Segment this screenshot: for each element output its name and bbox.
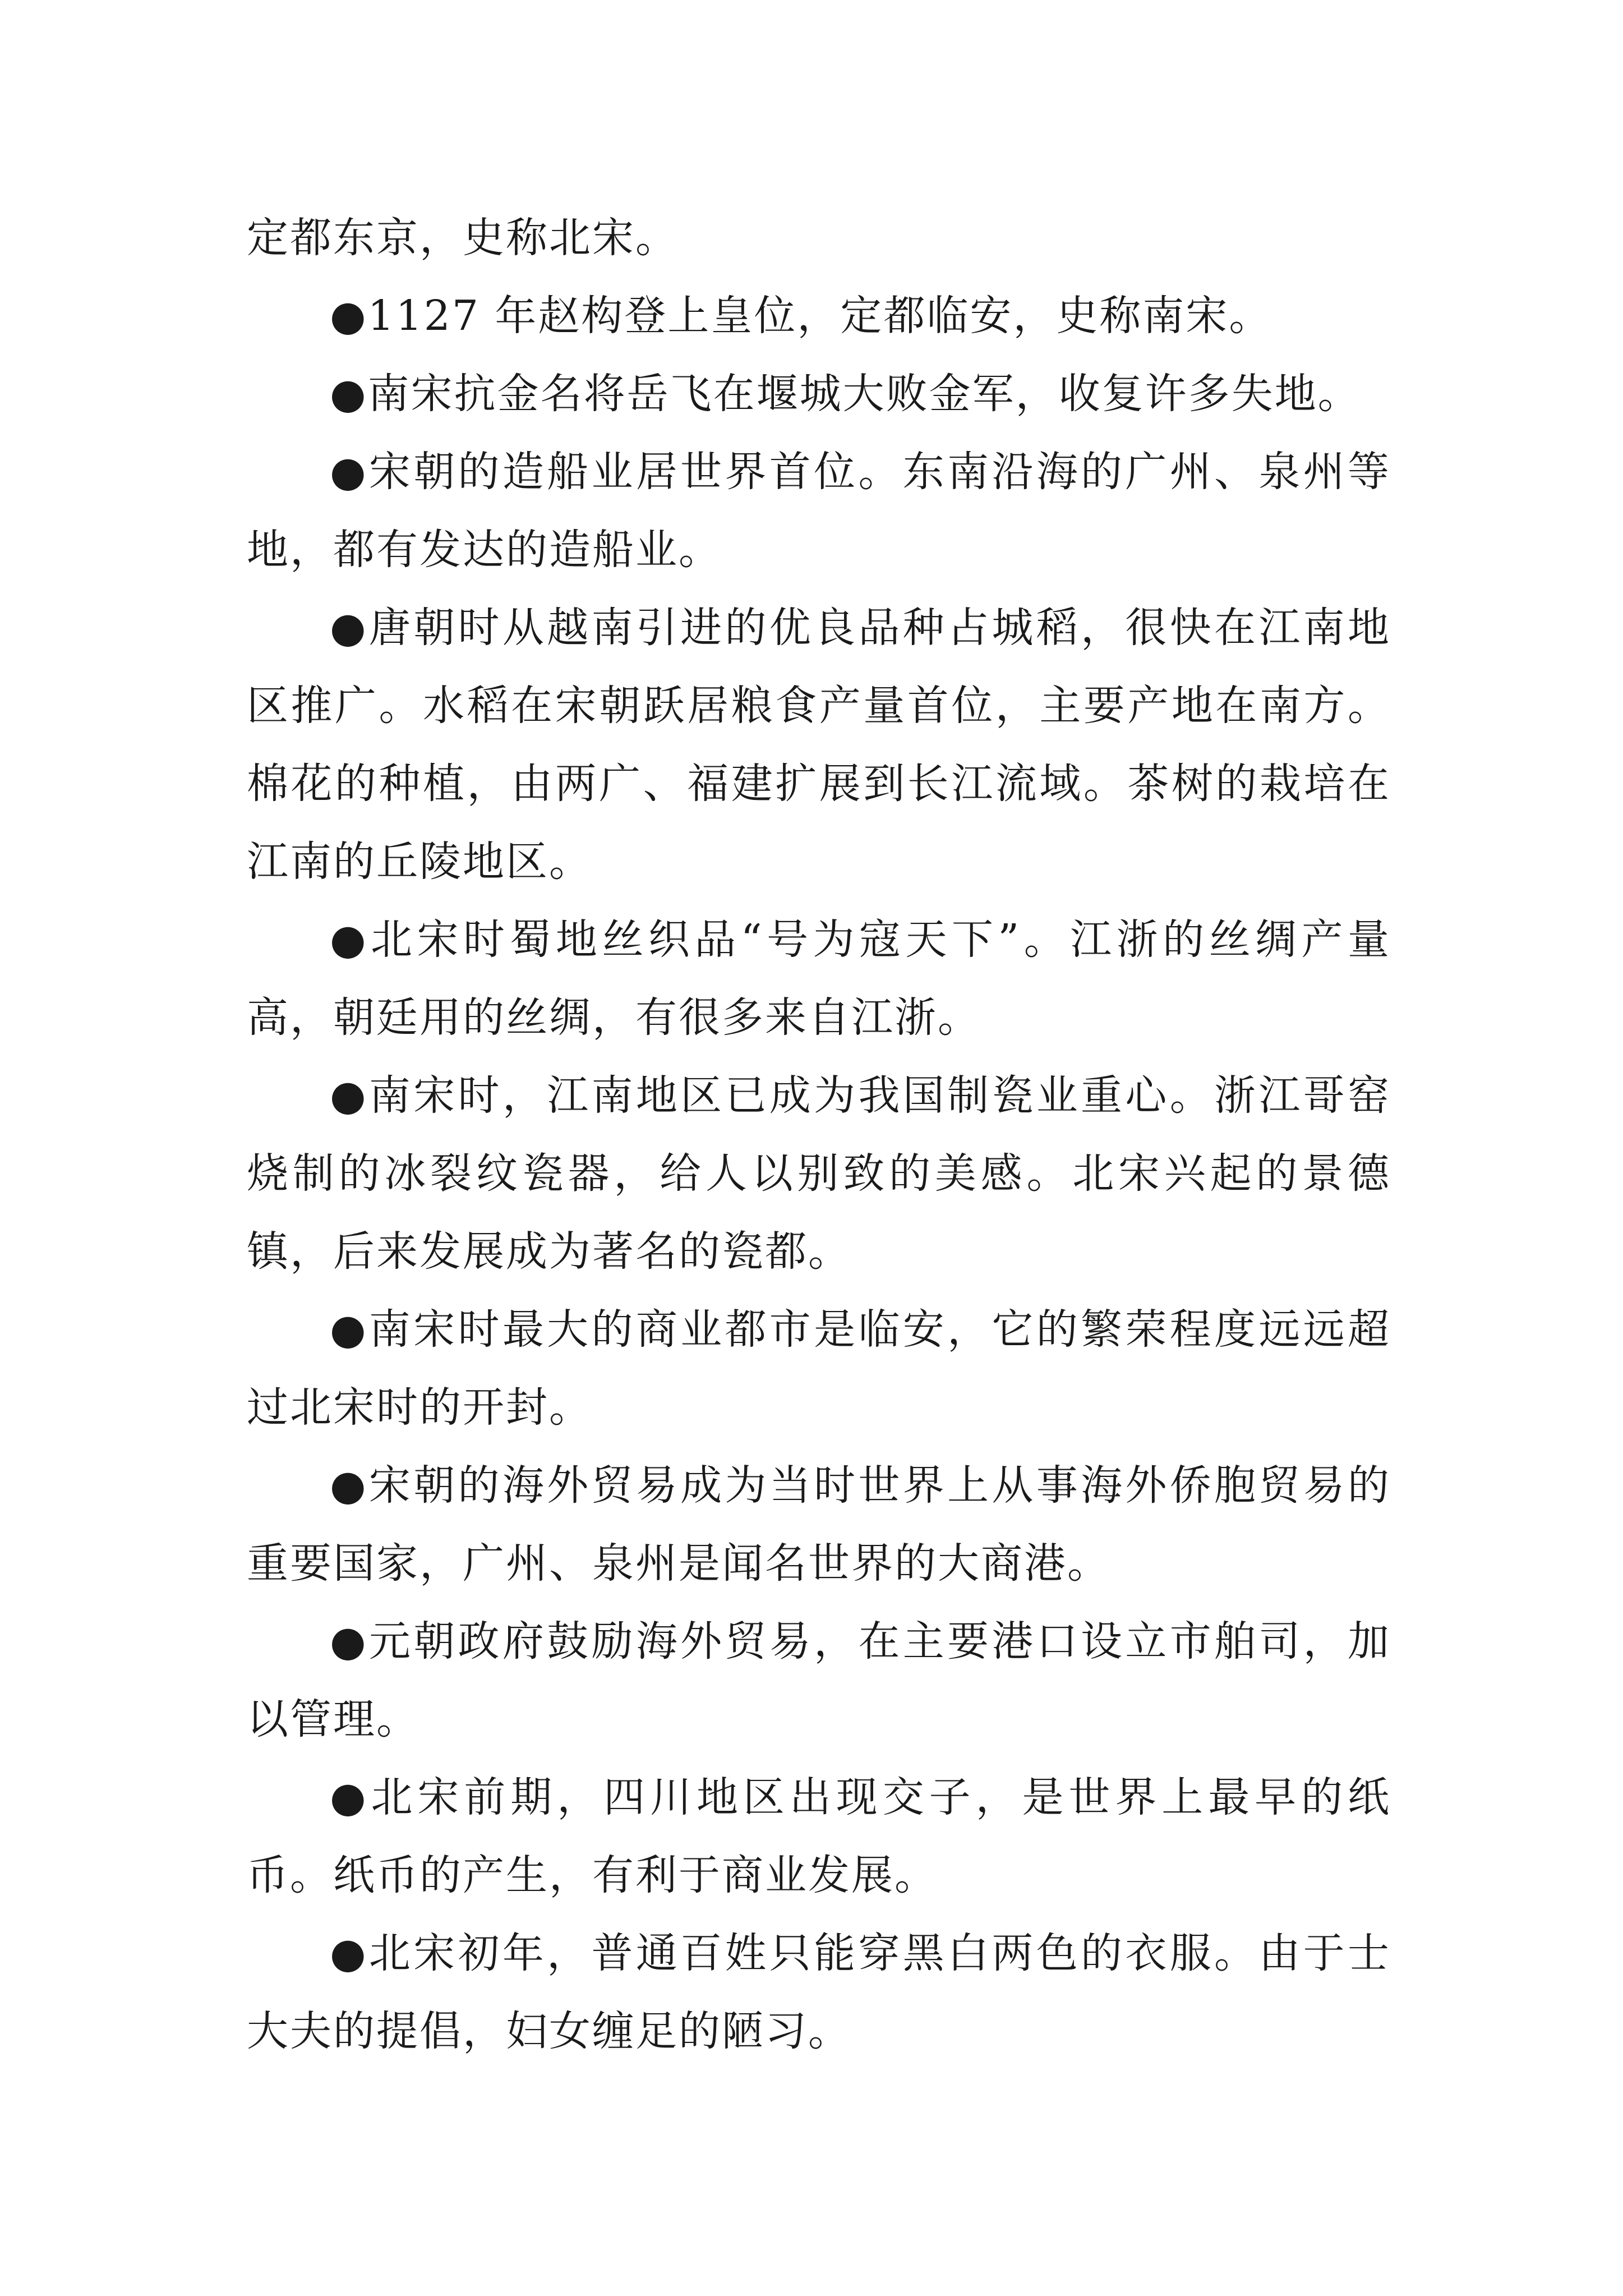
paragraph-shipbuilding: ●宋朝的造船业居世界首位。东南沿海的广州、泉州等地，都有发达的造船业。 (247, 448, 1391, 574)
paragraph-porcelain: ●南宋时，江南地区已成为我国制瓷业重心。浙江哥窑烧制的冰裂纹瓷器，给人以别致的美感。北宋兴起的景德镇，后来发展成为著名的瓷都。 (247, 1071, 1391, 1276)
document-body (247, 199, 1391, 2070)
paragraph-agriculture: ●唐朝时从越南引进的优良品种占城稻，很快在江南地区推广。水稻在宋朝跃居粮食产量首位，主要产地在南方。棉花的种植，由两广、福建扩展到长江流域。茶树的栽培在江南的丘陵地区。 (247, 604, 1391, 886)
paragraph-customs: ●北宋初年，普通百姓只能穿黑白两色的衣服。由于士大夫的提倡，妇女缠足的陋习。 (247, 1929, 1391, 2055)
paragraph-continuation: 定都东京，史称北宋。 (247, 214, 679, 262)
paragraph-jiaozi: ●北宋前期，四川地区出现交子，是世界上最早的纸币。纸币的产生，有利于商业发展。 (247, 1773, 1391, 1899)
paragraph-southern-song-founding: ●1127 年赵构登上皇位，定都临安，史称南宋。 (330, 292, 1272, 340)
paragraph-overseas-trade: ●宋朝的海外贸易成为当时世界上从事海外侨胞贸易的重要国家，广州、泉州是闻名世界的大商港。 (247, 1461, 1391, 1588)
paragraph-linan-commerce: ●南宋时最大的商业都市是临安，它的繁荣程度远远超过北宋时的开封。 (247, 1305, 1391, 1432)
paragraph-yue-fei: ●南宋抗金名将岳飞在堰城大败金军，收复许多失地。 (330, 370, 1361, 418)
paragraph-yuan-trade: ●元朝政府鼓励海外贸易，在主要港口设立市舶司，加以管理。 (247, 1617, 1391, 1743)
paragraph-silk: ●北宋时蜀地丝织品“号为寇天下”。江浙的丝绸产量高，朝廷用的丝绸，有很多来自江浙。 (247, 915, 1391, 1042)
